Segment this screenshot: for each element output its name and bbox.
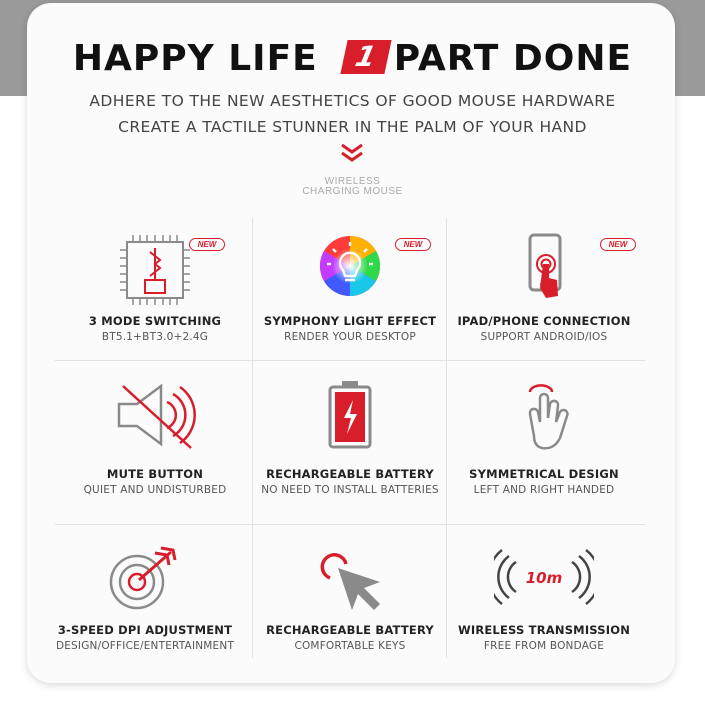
feature-title: 3 MODE SWITCHING [88,314,222,328]
new-badge: NEW [395,238,431,251]
double-chevron-down-icon [338,142,366,164]
caption-line-2: CHARGING MOUSE [302,186,403,197]
feature-desc: LEFT AND RIGHT HANDED [473,484,615,496]
feature-desc: SUPPORT ANDROID/IOS [480,331,608,343]
battery-icon [300,378,400,456]
feature-desc: DESIGN/OFFICE/ENTERTAINMENT [55,640,235,652]
new-badge: NEW [600,238,636,251]
feature-desc: NO NEED TO INSTALL BATTERIES [261,484,439,496]
feature-desc: COMFORTABLE KEYS [294,640,406,652]
rgb-bulb-icon [300,230,400,308]
feature-desc: BT5.1+BT3.0+2.4G [101,331,209,343]
headline-badge: 1 [340,40,391,74]
grid-divider-v1 [252,218,253,658]
grid-divider-h1 [55,360,645,361]
new-badge: NEW [189,238,225,251]
target-arrow-icon [95,538,195,616]
grid-divider-h2 [55,524,645,525]
feature-title: SYMPHONY LIGHT EFFECT [263,314,437,328]
feature-desc: QUIET AND UNDISTURBED [83,484,227,496]
feature-title: RECHARGEABLE BATTERY [266,467,434,481]
feature-title: WIRELESS TRANSMISSION [457,623,631,637]
grid-divider-v2 [446,218,447,658]
headline [0,38,705,79]
mute-speaker-icon [105,378,205,456]
feature-desc: FREE FROM BONDAGE [483,640,605,652]
feature-desc: RENDER YOUR DESKTOP [284,331,416,343]
caption-line-1: WIRELESS [324,176,381,187]
feature-title: MUTE BUTTON [106,467,204,481]
feature-title: IPAD/PHONE CONNECTION [457,314,631,328]
subtitle-line-2: CREATE A TACTILE STUNNER IN THE PALM OF YOUR HAND [118,118,587,136]
feature-title: 3-SPEED DPI ADJUSTMENT [57,623,233,637]
wireless-range-icon [494,538,594,616]
hand-icon [494,378,594,456]
cursor-click-icon [300,538,400,616]
headline-right: PART DONE [393,38,633,79]
headline-left: HAPPY LIFE [72,38,318,79]
subtitle-line-1: ADHERE TO THE NEW AESTHETICS OF GOOD MOUSE HARDWARE [89,92,616,110]
phone-touch-icon [494,230,594,308]
feature-title: RECHARGEABLE BATTERY [266,623,434,637]
range-label: 10m [525,569,563,587]
feature-title: SYMMETRICAL DESIGN [469,467,619,481]
